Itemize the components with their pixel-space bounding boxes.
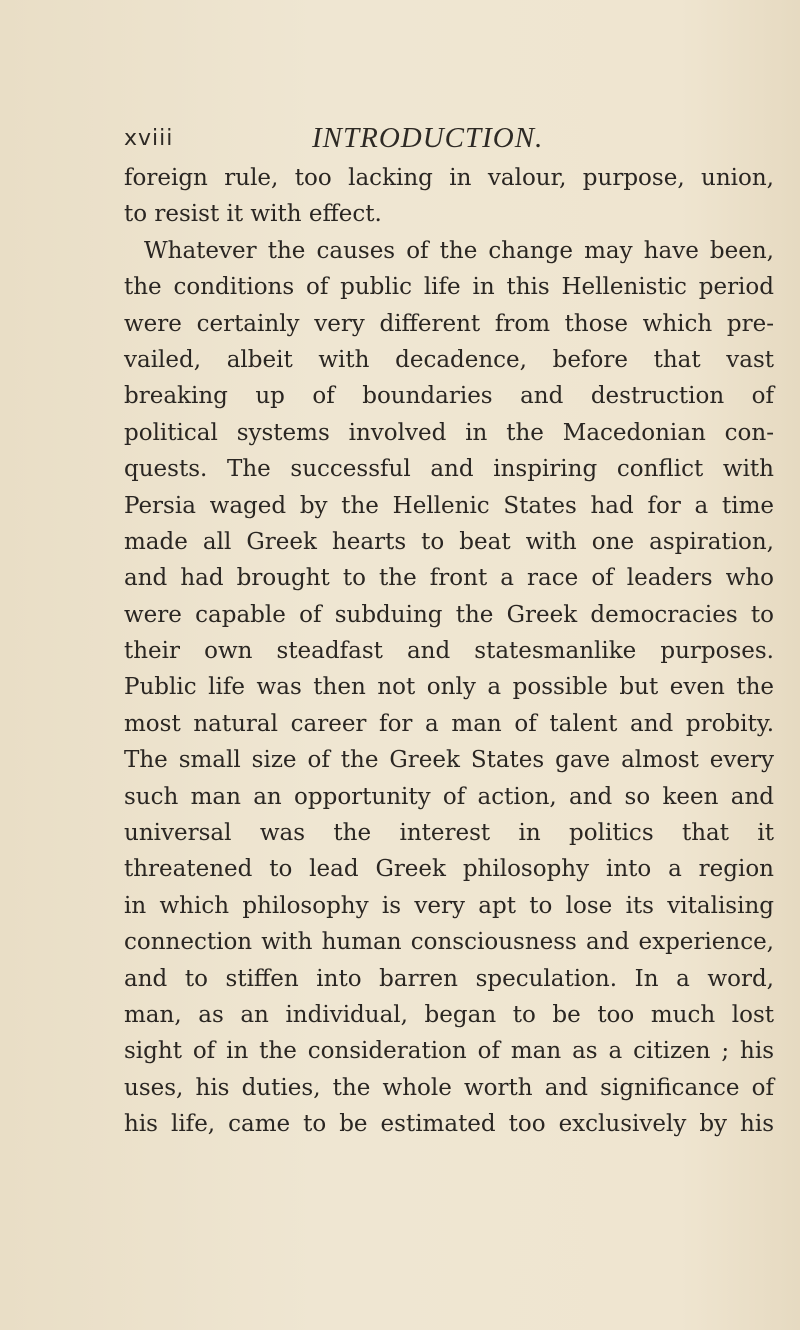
text-line: threatened to lead Greek philosophy into a region [124, 856, 774, 883]
text-line: and had brought to the front a race of leaders who [124, 565, 774, 592]
text-line: most natural career for a man of talent and probity. [124, 710, 774, 737]
text-line: Persia waged by the Hellenic States had for a time [124, 492, 774, 519]
running-head: INTRODUCTION. [312, 122, 544, 154]
text-line: foreign rule, too lacking in valour, purpose, union, [124, 165, 774, 191]
text-line: to resist it with effect. [124, 201, 382, 228]
text-line: quests. The successful and inspiring conflict with [124, 456, 774, 483]
text-line: uses, his duties, the whole worth and significance of [124, 1074, 774, 1101]
text-line: connection with human consciousness and experience, [124, 929, 774, 956]
text-line: were capable of subduing the Greek democracies to [124, 601, 774, 628]
text-line: vailed, albeit with decadence, before that vast [124, 346, 774, 373]
body-text [124, 160, 774, 1143]
text-line: political systems involved in the Macedonian con- [124, 419, 774, 446]
text-line: Public life was then not only a possible but even the [124, 674, 774, 701]
text-line: were certainly very different from those which pre- [124, 310, 774, 337]
text-line: breaking up of boundaries and destruction of [124, 383, 774, 410]
text-line: their own steadfast and statesmanlike purposes. [124, 638, 774, 665]
text-line: in which philosophy is very apt to lose its vitalising [124, 892, 774, 919]
text-line: The small size of the Greek States gave almost every [124, 747, 774, 774]
text-line: Whatever the causes of the change may have been, [144, 237, 774, 264]
text-line: the conditions of public life in this Hellenistic period [124, 274, 774, 301]
text-line: such man an opportunity of action, and so keen and [124, 783, 774, 810]
text-line: man, as an individual, began to be too much lost [124, 1001, 774, 1028]
text-line: made all Greek hearts to beat with one aspiration, [124, 528, 774, 555]
text-line: his life, came to be estimated too exclusively by his [124, 1111, 774, 1138]
text-line: and to stiffen into barren speculation. In a word, [124, 965, 774, 992]
page-number: xviii [124, 126, 174, 151]
text-line: sight of in the consideration of man as a citizen ; his [124, 1038, 774, 1065]
text-line: universal was the interest in politics that it [124, 820, 774, 847]
